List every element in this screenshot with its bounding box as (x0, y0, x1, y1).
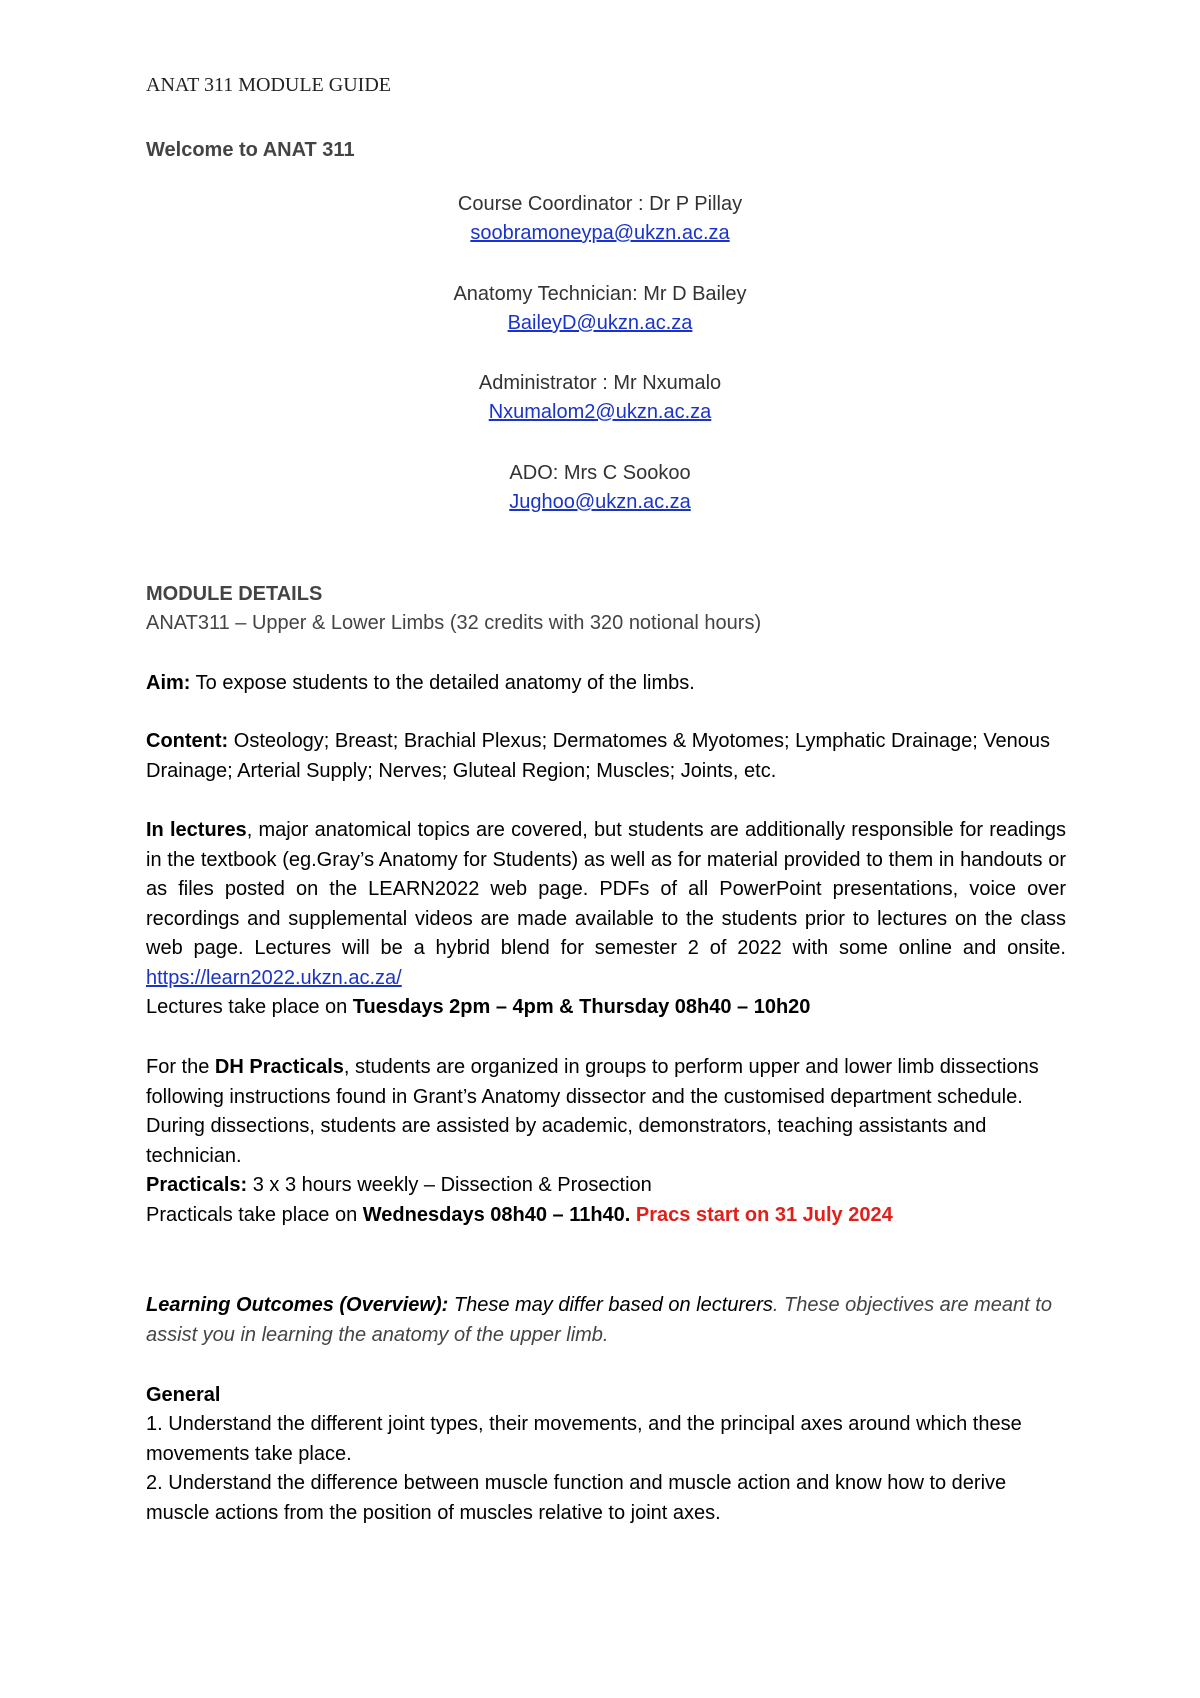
lectures-schedule-prefix: Lectures take place on (146, 996, 353, 1018)
lectures-schedule: Tuesdays 2pm – 4pm & Thursday 08h40 – 10h20 (352, 996, 811, 1018)
aim-text: To expose students to the detailed anatomy of the limbs. (190, 672, 695, 694)
contact-administrator (300, 369, 900, 427)
module-details-heading: MODULE DETAILS (146, 583, 323, 605)
lectures-paragraph (146, 816, 1066, 1023)
contact-coordinator (300, 190, 900, 248)
practicals-intro-text: , students are organized in groups to perform upper and lower limb dissections following instructions found in Grant’s Anatomy dissector and the customised department schedule. During dissections, students are assisted by academic, demonstrators, teaching assistants and technician. (146, 1056, 1039, 1167)
practicals-paragraph (146, 1053, 1066, 1230)
lectures-text: , major anatomical topics are covered, but students are additionally responsible for readings in the textbook (eg.Gray’s Anatomy for Students) as well as for material provided to them in handouts or as files posted on the LEARN2022 web page. PDFs of all PowerPoint presentations, voice over recordings and supplemental videos are made available to the students prior to lectures on the class web page. Lectures will be a hybrid blend for semester 2 of 2022 with some online and onsite. (146, 819, 1066, 959)
list-item: 1. Understand the different joint types, their movements, and the principal axes around which these movements take place. (146, 1413, 1022, 1465)
aim-line (146, 669, 695, 697)
general-list (146, 1410, 1066, 1528)
email-link[interactable]: soobramoneypa@ukzn.ac.za (470, 222, 730, 244)
contact-role: ADO: Mrs C Sookoo (509, 462, 691, 484)
learning-outcomes-text1: These may differ based on lecturers (448, 1294, 773, 1316)
document-title: ANAT 311 MODULE GUIDE (146, 74, 391, 96)
practicals-intro-label: DH Practicals (214, 1056, 344, 1078)
learn-link[interactable]: https://learn2022.ukzn.ac.za/ (146, 966, 402, 989)
list-item: 2. Understand the difference between muscle function and muscle action and know how to derive muscle actions from the position of muscles relative to joint axes. (146, 1472, 1007, 1524)
lectures-label: In lectures (146, 819, 247, 841)
practicals-schedule: Wednesdays 08h40 – 11h40. (362, 1203, 631, 1226)
email-link[interactable]: BaileyD@ukzn.ac.za (507, 312, 693, 334)
practicals-schedule-prefix: Practicals take place on (146, 1203, 363, 1226)
module-subtitle: ANAT311 – Upper & Lower Limbs (32 credits with 320 notional hours) (146, 612, 762, 634)
aim-label: Aim: (146, 672, 191, 694)
email-link[interactable]: Jughoo@ukzn.ac.za (509, 491, 691, 513)
contact-role: Administrator : Mr Nxumalo (478, 372, 722, 394)
learning-outcomes-text2: . These objectives are meant to assist you in learning the anatomy of the upper limb. (146, 1294, 1052, 1346)
pracs-start-notice: Pracs start on 31 July 2024 (630, 1203, 893, 1226)
learning-outcomes-label: Learning Outcomes (Overview): (146, 1294, 449, 1316)
welcome-heading: Welcome to ANAT 311 (146, 139, 355, 161)
content-label: Content: (146, 730, 229, 752)
general-heading: General (146, 1384, 221, 1406)
contact-technician (300, 280, 900, 338)
content-paragraph (146, 727, 1066, 786)
email-link[interactable]: Nxumalom2@ukzn.ac.za (488, 401, 712, 423)
contact-role: Anatomy Technician: Mr D Bailey (453, 283, 747, 305)
learning-outcomes-paragraph (146, 1291, 1066, 1350)
practicals-intro-prefix: For the (146, 1056, 215, 1078)
contact-ado (300, 459, 900, 517)
content-text: Osteology; Breast; Brachial Plexus; Dermatomes & Myotomes; Lymphatic Drainage; Venous Drainage; Arterial Supply; Nerves; Gluteal Region; Muscles; Joints, etc. (146, 730, 1051, 782)
contact-role: Course Coordinator : Dr P Pillay (457, 193, 743, 215)
practicals-text: 3 x 3 hours weekly – Dissection & Prosection (247, 1174, 652, 1196)
practicals-label: Practicals: (146, 1174, 248, 1196)
